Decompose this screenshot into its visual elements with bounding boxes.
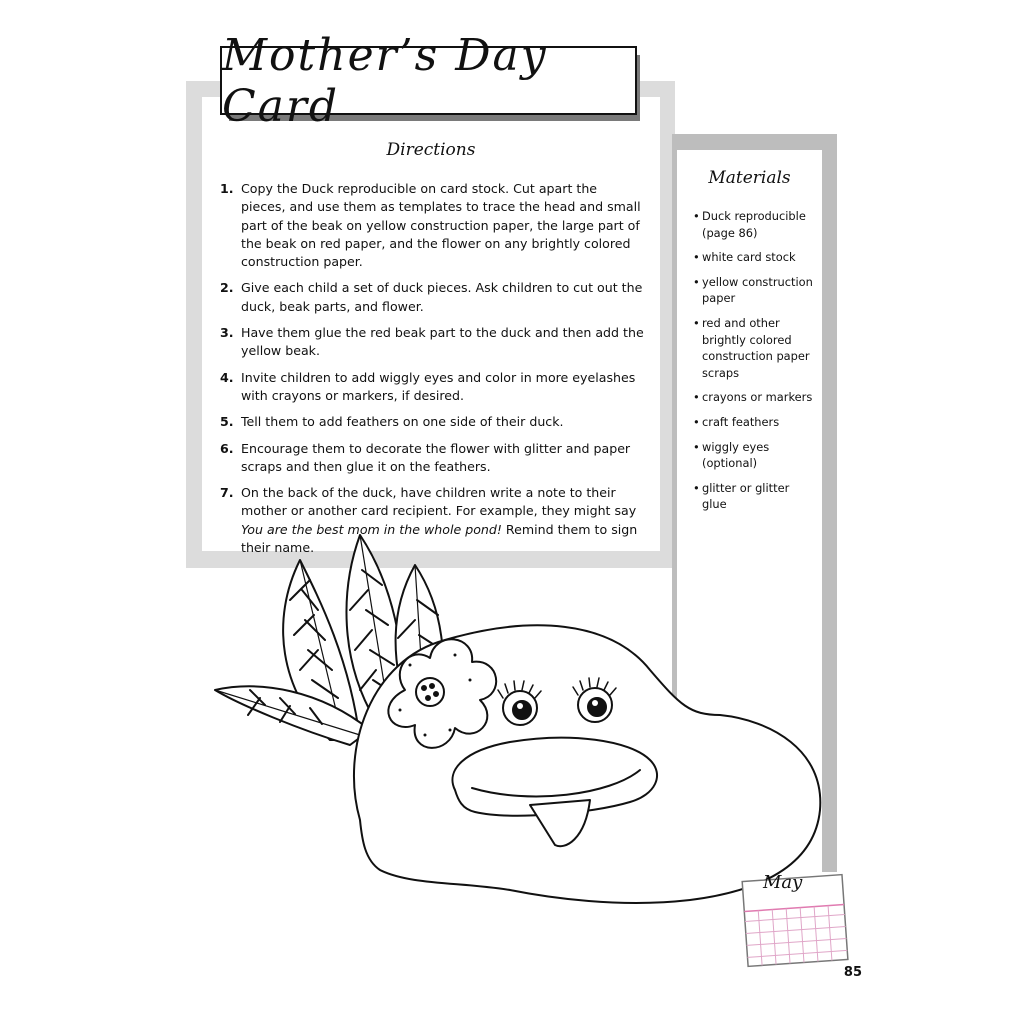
- step-number: 1.: [220, 181, 234, 196]
- material-item: • red and other brightly colored construction paper scraps: [693, 315, 813, 381]
- step-text: Copy the Duck reproducible on card stock. Cut apart the pieces, and use them as templates to trace the head and small part of the beak on yellow construction paper, the large part of the beak on red paper, and the flower on any brightly colored construction paper.: [241, 181, 641, 270]
- directions-list: [220, 180, 645, 565]
- material-item: • white card stock: [693, 249, 813, 266]
- direction-step: [220, 180, 645, 271]
- direction-step: [220, 279, 645, 316]
- direction-step: [220, 369, 645, 406]
- step-text: Remind them to sign their name.: [241, 521, 638, 556]
- direction-step: [220, 440, 645, 477]
- step-text: On the back of the duck, have children write a note to their mother or another card recipient. For example, they might say: [241, 485, 637, 519]
- step-number: 4.: [220, 369, 234, 385]
- step-text: Have them glue the red beak part to the duck and then add the yellow beak.: [241, 325, 644, 359]
- page-number: 85: [843, 965, 862, 980]
- step-text: Encourage them to decorate the flower with glitter and paper scraps and then glue it on the feathers.: [241, 440, 631, 474]
- calendar-month-label: May: [763, 872, 803, 893]
- step-number: 3.: [220, 325, 234, 341]
- material-item: • Duck reproducible (page 86): [693, 208, 813, 241]
- materials-heading: Materials: [708, 168, 791, 188]
- step-number: 6.: [220, 440, 234, 456]
- step-number: 5.: [220, 414, 234, 430]
- title-box: [220, 29, 637, 132]
- duck-illustration: [210, 530, 830, 920]
- step-text: Invite children to add wiggly eyes and color in more eyelashes with crayons or markers, if desired.: [241, 369, 636, 403]
- example-note: You are the best mom in the whole pond!: [241, 521, 502, 537]
- material-item: • wiggly eyes (optional): [693, 439, 813, 472]
- step-number: 7.: [220, 485, 234, 501]
- step-text: Give each child a set of duck pieces. Ask children to cut out the duck, beak parts, and flower.: [241, 280, 643, 314]
- page-title: Mother’s Day Card: [222, 29, 548, 132]
- direction-step: [220, 413, 645, 431]
- material-item: • yellow construction paper: [693, 274, 813, 307]
- materials-list: [693, 208, 813, 521]
- material-item: • craft feathers: [693, 414, 813, 431]
- material-item: • crayons or markers: [693, 389, 813, 406]
- material-item: • glitter or glitter glue: [693, 480, 813, 513]
- directions-heading: Directions: [386, 140, 476, 160]
- direction-step: [220, 324, 645, 361]
- step-number: 2.: [220, 280, 234, 296]
- step-text: Tell them to add feathers on one side of their duck.: [241, 414, 564, 430]
